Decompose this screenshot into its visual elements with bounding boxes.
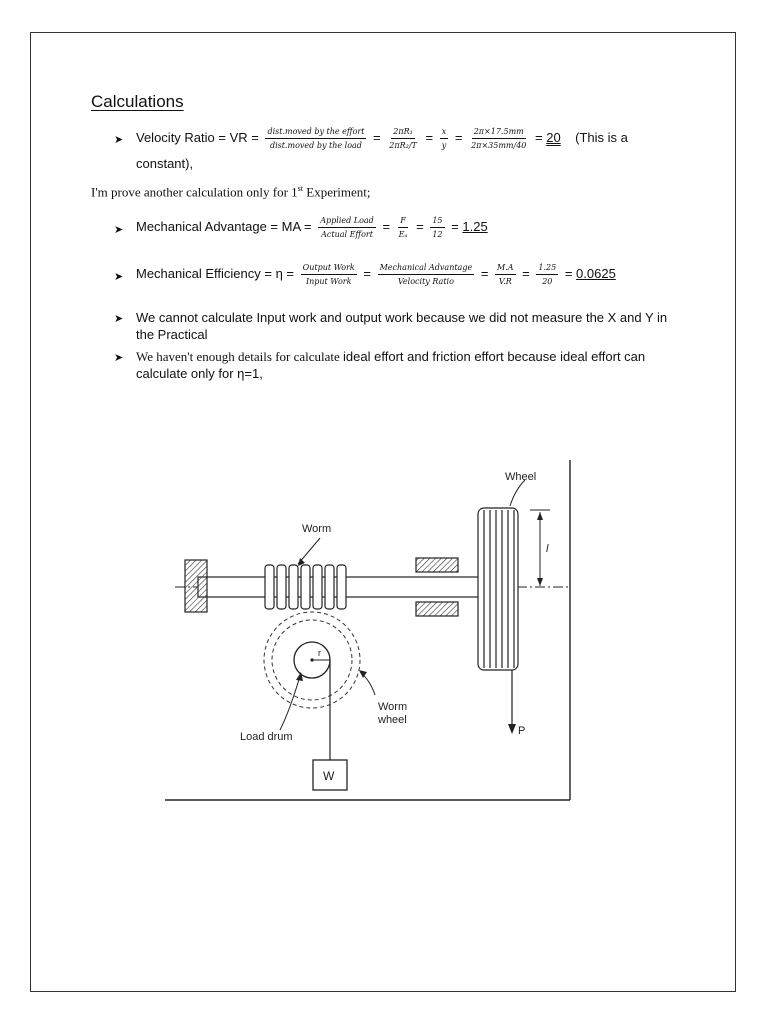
- vr-result: 20: [546, 129, 561, 145]
- bullet-icon: ➤: [114, 271, 124, 283]
- equals-sign: =: [416, 218, 424, 234]
- label-worm: Worm: [302, 523, 332, 535]
- bullet4-line2: the Practical: [136, 327, 208, 342]
- ma-fraction-3: $\frac{15}{12}$: [432, 216, 443, 239]
- right-bearing-bottom: [416, 602, 458, 616]
- effort-arrow: [508, 724, 516, 734]
- wheel: [478, 508, 518, 670]
- worm-gear-diagram: [160, 460, 580, 810]
- label-load-drum: Load drum: [240, 731, 293, 743]
- label-wheel: Wheel: [505, 471, 537, 483]
- intro-superscript: st: [297, 184, 304, 193]
- vr-fraction-4: $\frac{2\pi\times 17.5mm}{2\pi\times 35mm/40}$: [471, 127, 527, 150]
- bullet-icon: ➤: [114, 352, 124, 364]
- equals-sign: =: [425, 129, 434, 145]
- vr-fraction-2: $\frac{\text{2πR₁}}{\text{2πR₂/T}}$: [389, 127, 417, 150]
- me-fraction-1: $\frac{\text{Output Work}}{\text{Input Work}}$: [302, 263, 355, 286]
- me-fraction-4: $\frac{1.25}{20}$: [538, 263, 557, 286]
- me-lead: Mechanical Efficiency = η =: [136, 265, 295, 281]
- ma-fraction-2: $\frac{F}{\text{Eₐ}}$: [398, 216, 408, 239]
- intro-line: [91, 184, 371, 200]
- bullet-icon: ➤: [114, 313, 124, 325]
- label-worm-wheel-1: Worm: [378, 701, 408, 713]
- bullet5-part1: We haven't enough details for calculate: [136, 349, 344, 364]
- bullet5-part2: ideal effort and friction effort because ideal effort can: [343, 349, 646, 364]
- vr-fraction-1: $\frac{\text{dist.moved by the effort}}{\text{dist.moved by the load}}$: [267, 127, 365, 150]
- me-fraction-3: $\frac{M.A}{V.R}$: [497, 263, 514, 286]
- bullet-icon: ➤: [114, 224, 124, 236]
- bullet-ideal-effort: [136, 348, 645, 382]
- equals-sign: =: [564, 265, 573, 281]
- vr-note: (This is a: [575, 129, 628, 145]
- label-l: l: [546, 543, 549, 555]
- left-bearing: [185, 560, 207, 612]
- mechanical-efficiency-line: [136, 262, 616, 287]
- bullet-icon: ➤: [114, 134, 124, 146]
- me-result: 0.0625: [576, 265, 616, 281]
- label-p: P: [518, 725, 526, 737]
- equals-sign: =: [535, 129, 543, 145]
- drum-center: [310, 658, 313, 661]
- equals-sign: =: [480, 265, 489, 281]
- drum-leader: [280, 676, 300, 730]
- vr-lead: Velocity Ratio = VR =: [136, 129, 259, 145]
- worm-threads: [265, 565, 346, 609]
- dimension-arrow-up: [537, 512, 543, 520]
- equals-sign: =: [373, 129, 381, 145]
- bullet-input-output-work: [136, 309, 667, 343]
- velocity-ratio-line: [136, 126, 628, 151]
- intro-text: I'm prove another calculation only for 1: [91, 184, 298, 200]
- equals-sign: =: [382, 218, 391, 234]
- ma-lead: Mechanical Advantage = MA =: [136, 218, 312, 234]
- vr-continuation: constant),: [136, 156, 194, 171]
- wheel-leader: [510, 480, 525, 506]
- equals-sign: =: [454, 129, 463, 145]
- intro-tail: Experiment;: [303, 184, 371, 200]
- equals-sign: =: [522, 265, 530, 281]
- section-heading: Calculations: [91, 92, 184, 111]
- bullet5-line2: calculate only for η=1,: [136, 366, 263, 381]
- label-w: W: [323, 769, 335, 783]
- worm-wheel-leader-arrow: [359, 670, 367, 678]
- equals-sign: =: [363, 265, 371, 281]
- vr-fraction-3: $\frac{x}{y}$: [441, 127, 447, 150]
- equals-sign: =: [451, 218, 459, 234]
- label-r: r: [318, 648, 321, 658]
- right-bearing-top: [416, 558, 458, 572]
- ma-result: 1.25: [462, 218, 488, 234]
- mechanical-advantage-line: [136, 215, 488, 240]
- ma-fraction-1: $\frac{\text{Applied Load}}{\text{Actual Effort}}$: [320, 216, 374, 239]
- dimension-arrow-down: [537, 578, 543, 586]
- label-worm-wheel-2: wheel: [378, 714, 407, 726]
- me-fraction-2: $\frac{\text{Mechanical Advantage}}{\text{Velocity Ratio}}$: [379, 263, 473, 286]
- bullet4-line1: We cannot calculate Input work and output work because we did not measure the X and Y in: [136, 310, 668, 325]
